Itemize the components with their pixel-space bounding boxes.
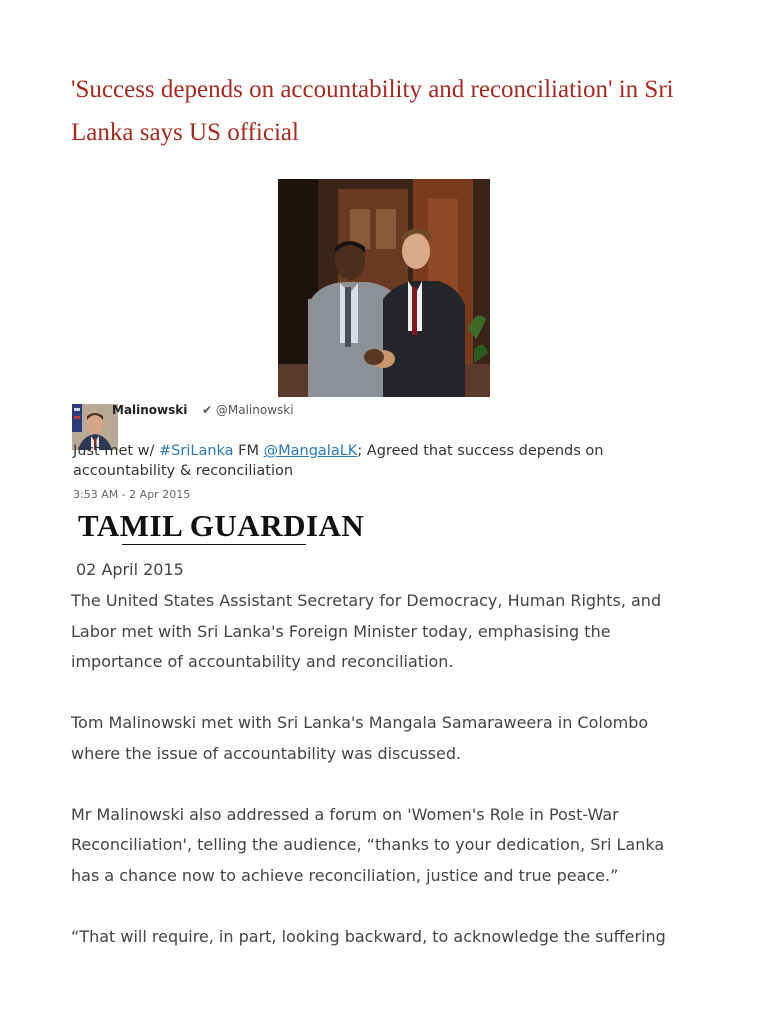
- mention-link[interactable]: @MangalaLK: [263, 443, 358, 459]
- paragraph-3: Mr Malinowski also addressed a forum on 'Women's Role in Post-War Reconciliation', telling the audience, “thanks to your dedication, Sri Lanka has a chance now to achieve reconciliation, justice and true peace.”: [71, 804, 665, 885]
- tweet-handle-text: @Malinowski: [215, 403, 294, 417]
- tweet-handle[interactable]: [202, 403, 294, 417]
- hashtag-link[interactable]: #SriLanka: [159, 443, 234, 459]
- tweet-text-mid: FM: [233, 443, 264, 459]
- paragraph-4: “That will require, in part, looking backward, to acknowledge the suffering: [71, 926, 666, 946]
- publication-masthead: TAMIL GUARDIAN: [78, 508, 365, 543]
- article-date: 02 April 2015: [76, 560, 184, 579]
- tweet-text-suffix: ; Agreed that success depends on accountability & reconciliation: [73, 443, 604, 479]
- paragraph-1: The United States Assistant Secretary for Democracy, Human Rights, and Labor met with Sri Lanka's Foreign Minister today, emphasising the importance of accountability and reconciliation.: [71, 591, 662, 671]
- verified-icon: ✔: [202, 403, 213, 417]
- tweet-text: [73, 441, 673, 481]
- masthead-underline: [122, 544, 306, 545]
- article-title: 'Success depends on accountability and reconciliation' in Sri Lanka says US official: [71, 76, 674, 146]
- article-photo: [278, 179, 490, 397]
- tweet-text-prefix: Just met w/: [73, 443, 160, 459]
- tweet-author-name[interactable]: Malinowski: [112, 403, 188, 417]
- article-body: [71, 586, 691, 983]
- paragraph-2: Tom Malinowski met with Sri Lanka's Mangala Samaraweera in Colombo where the issue of accountability was discussed.: [71, 713, 649, 763]
- tweet-timestamp[interactable]: 3:53 AM - 2 Apr 2015: [73, 488, 191, 501]
